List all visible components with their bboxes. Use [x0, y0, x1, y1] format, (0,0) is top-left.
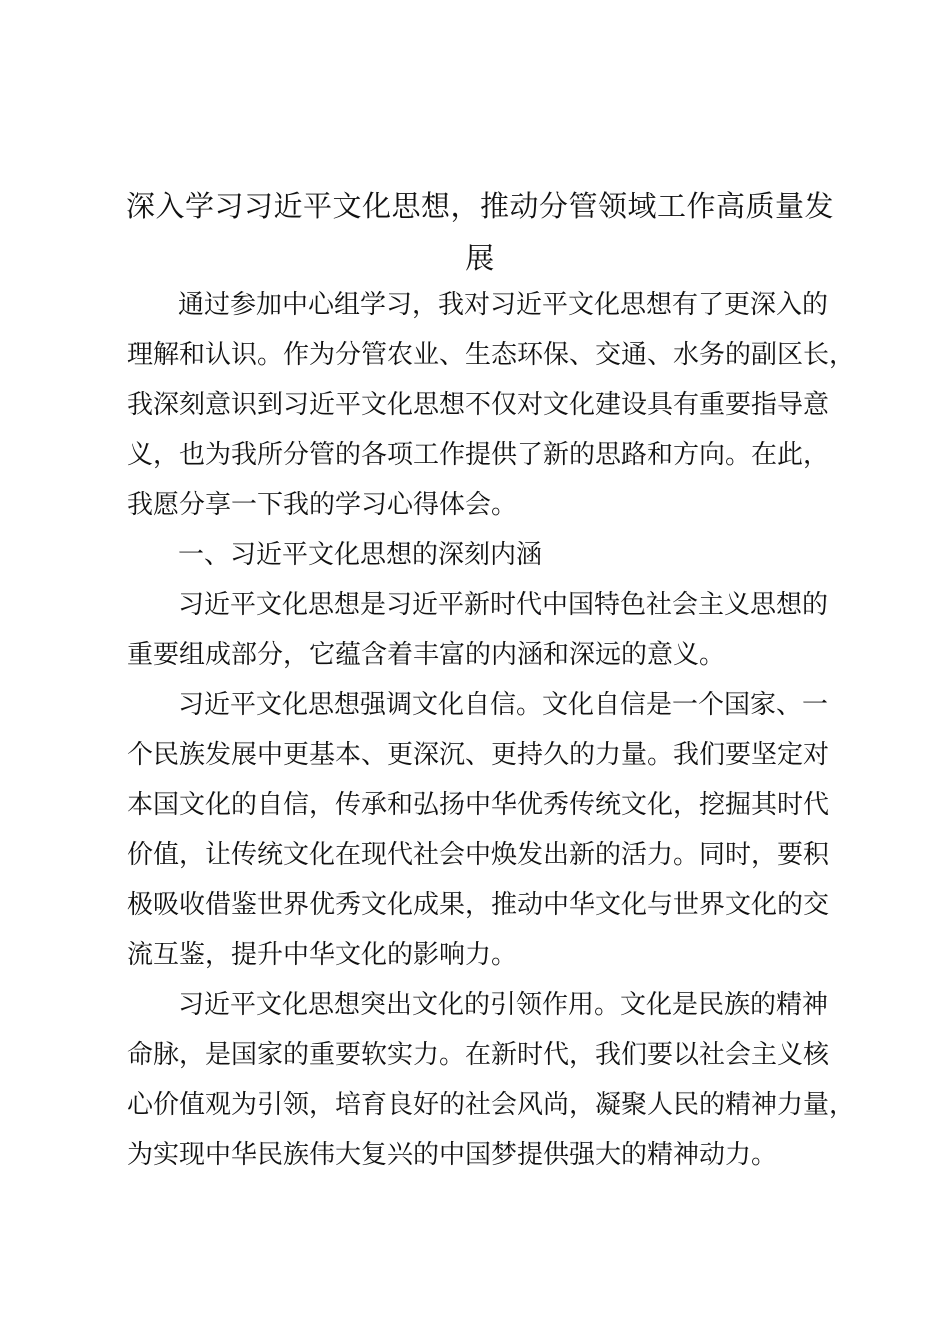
- paragraph-cultural-confidence: [127, 680, 837, 980]
- paragraph-line: 我愿分享一下我的学习心得体会。: [127, 490, 518, 520]
- document-body: [127, 280, 856, 1180]
- paragraph-line: 我深刻意识到习近平文化思想不仅对文化建设具有重要指导意: [127, 390, 830, 420]
- paragraph-line: 价值，让传统文化在现代社会中焕发出新的活力。同时，要积: [127, 840, 830, 870]
- document-title: [110, 180, 850, 284]
- section-heading-text: 一、习近平文化思想的深刻内涵: [178, 540, 543, 570]
- paragraph-cultural-leadership: [127, 980, 856, 1180]
- paragraph-line: 为实现中华民族伟大复兴的中国梦提供强大的精神动力。: [127, 1140, 778, 1170]
- title-line-2: 展: [465, 241, 495, 275]
- section-heading: [127, 530, 837, 580]
- paragraph-intro: [127, 280, 856, 530]
- paragraph-line: 理解和认识。作为分管农业、生态环保、交通、水务的副区长，: [127, 340, 856, 370]
- paragraph-line: 习近平文化思想是习近平新时代中国特色社会主义思想的: [178, 590, 829, 620]
- paragraph-line: 命脉，是国家的重要软实力。在新时代，我们要以社会主义核: [127, 1040, 830, 1070]
- paragraph-line: 本国文化的自信，传承和弘扬中华优秀传统文化，挖掘其时代: [127, 790, 830, 820]
- paragraph-line: 习近平文化思想突出文化的引领作用。文化是民族的精神: [178, 990, 829, 1020]
- paragraph-line: 义，也为我所分管的各项工作提供了新的思路和方向。在此，: [127, 440, 830, 470]
- paragraph-line: 重要组成部分，它蕴含着丰富的内涵和深远的意义。: [127, 640, 726, 670]
- paragraph-overview: [127, 580, 837, 680]
- paragraph-line: 个民族发展中更基本、更深沉、更持久的力量。我们要坚定对: [127, 740, 830, 770]
- paragraph-line: 流互鉴，提升中华文化的影响力。: [127, 940, 518, 970]
- paragraph-line: 通过参加中心组学习，我对习近平文化思想有了更深入的: [178, 290, 829, 320]
- title-line-1: 深入学习习近平文化思想，推动分管领域工作高质量发: [125, 189, 834, 223]
- paragraph-line: 极吸收借鉴世界优秀文化成果，推动中华文化与世界文化的交: [127, 890, 830, 920]
- paragraph-line: 心价值观为引领，培育良好的社会风尚，凝聚人民的精神力量，: [127, 1090, 856, 1120]
- paragraph-line: 习近平文化思想强调文化自信。文化自信是一个国家、一: [178, 690, 829, 720]
